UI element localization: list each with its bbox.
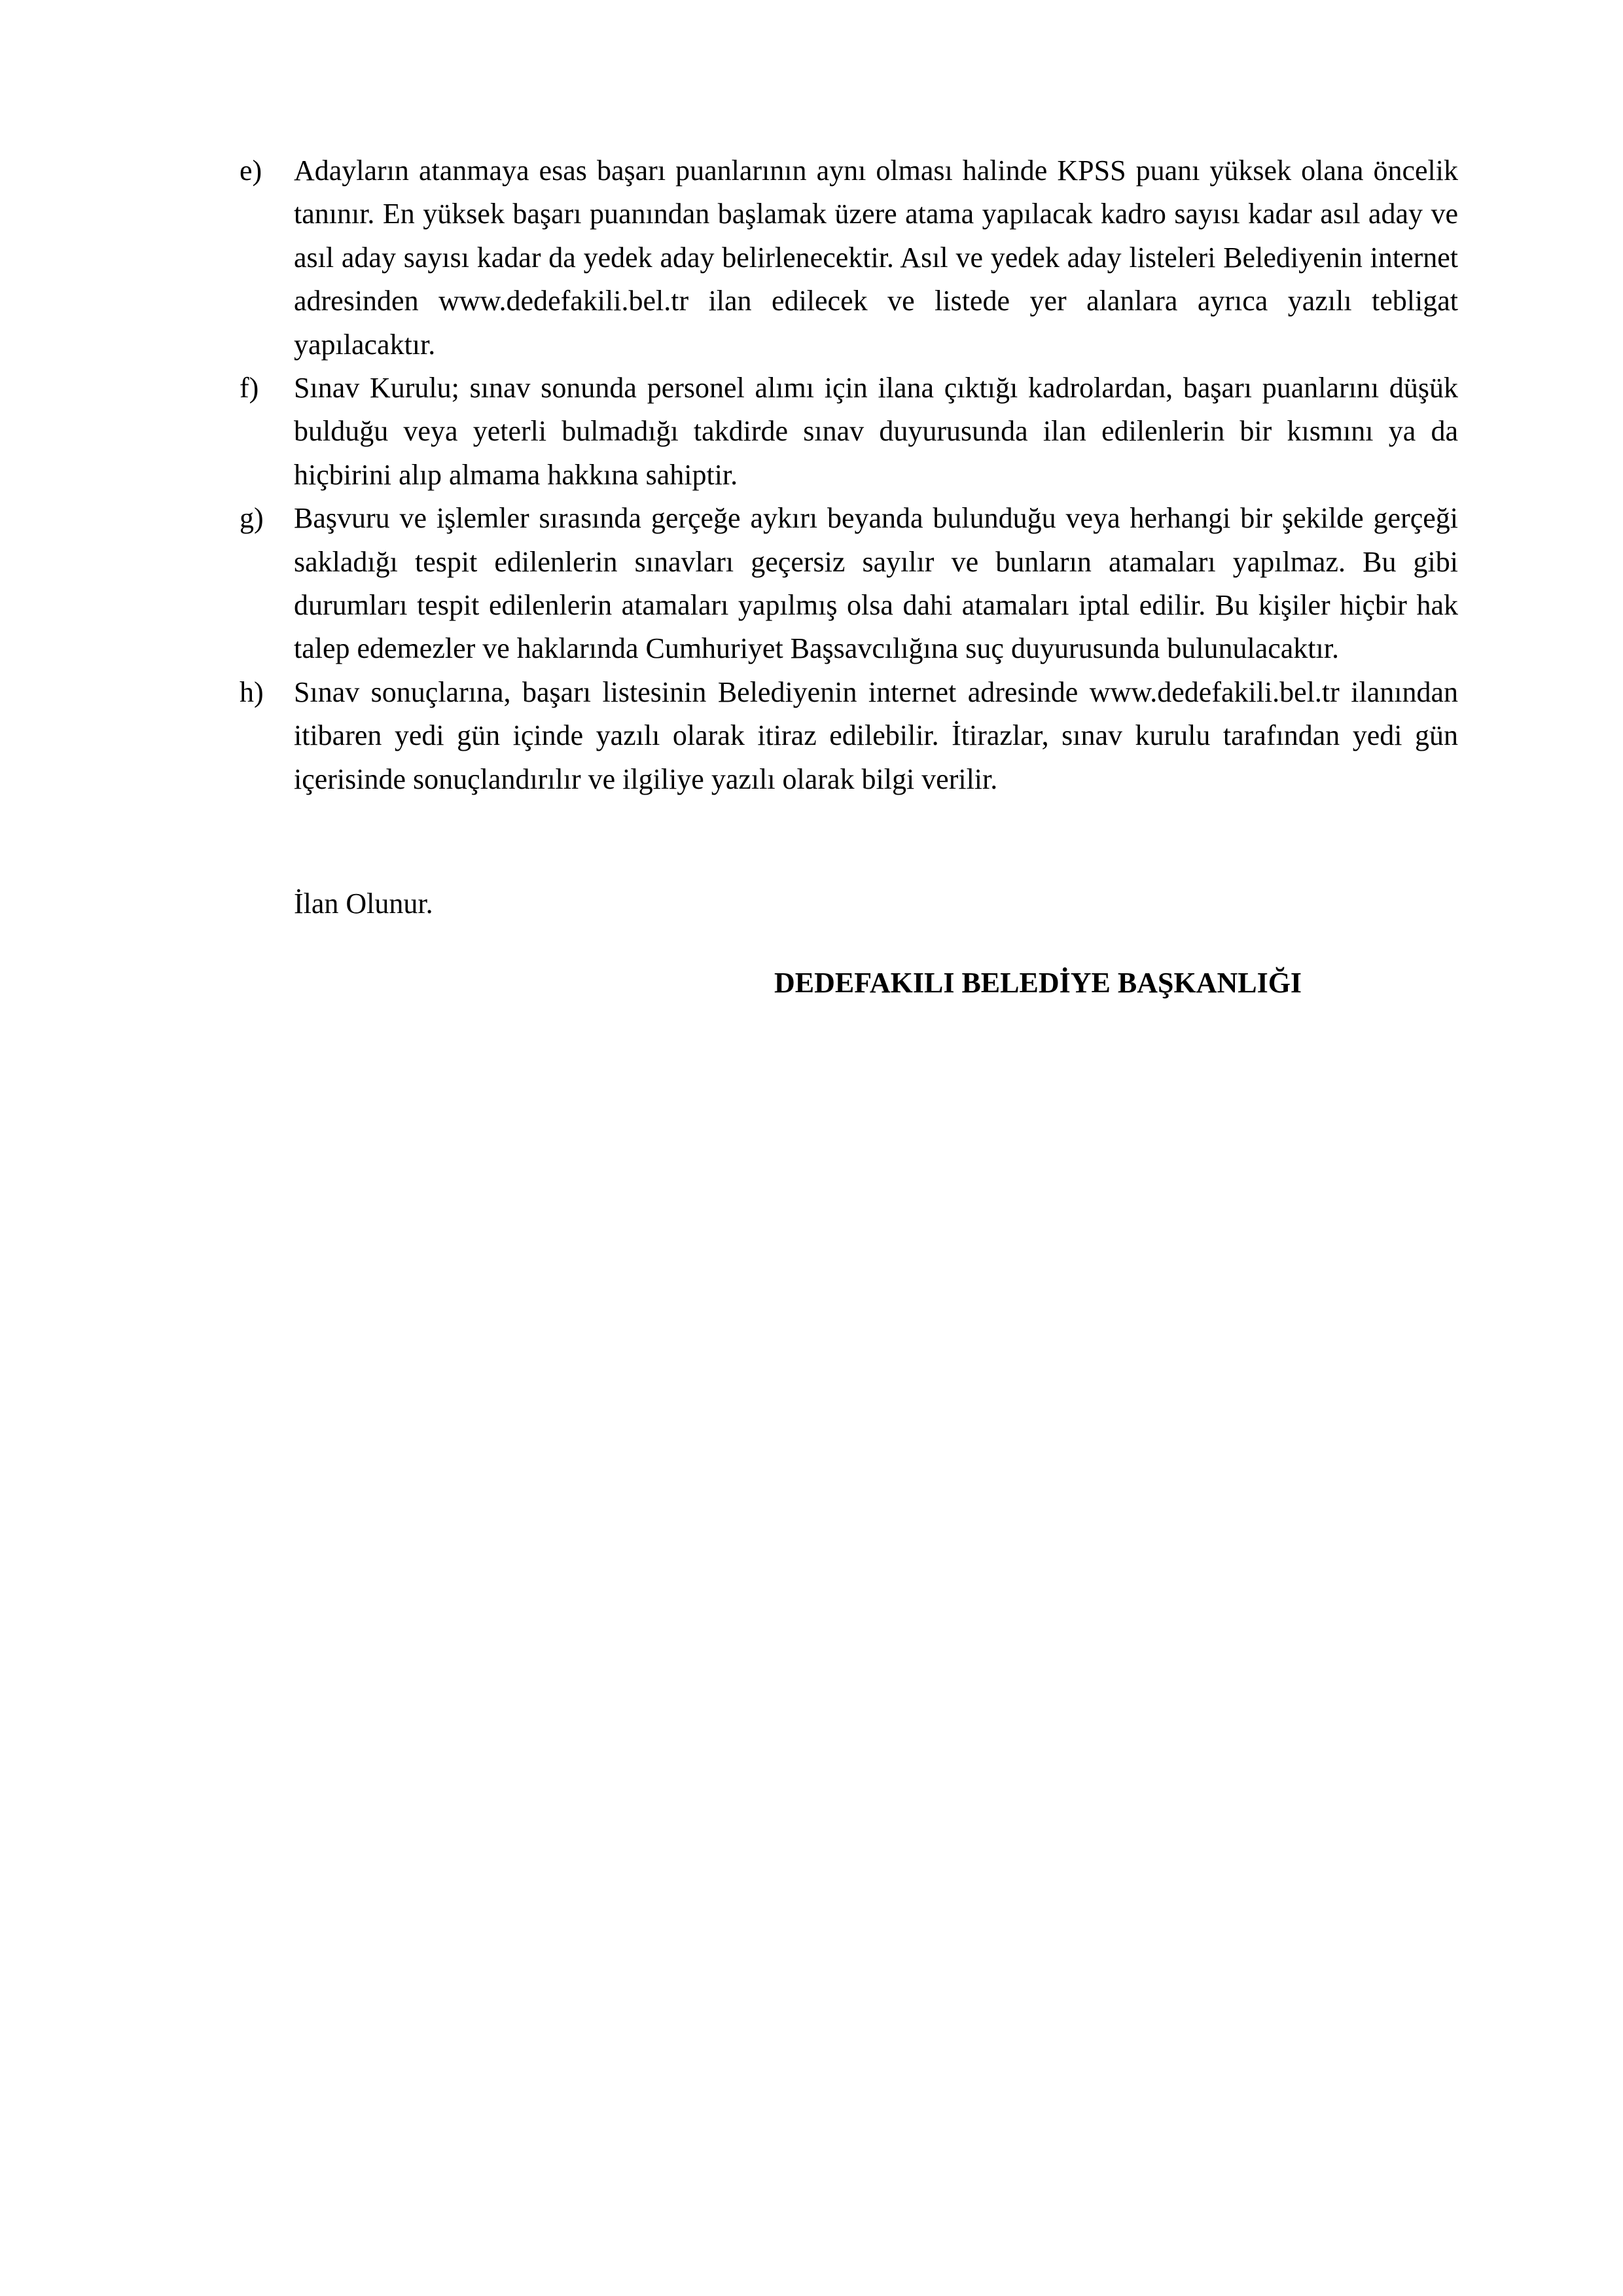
list-marker: f)	[240, 372, 259, 404]
list-item-g	[240, 497, 1458, 671]
list-item-text: Sınav Kurulu; sınav sonunda personel alımı için ilana çıktığı kadrolardan, başarı puanlarını düşük bulduğu veya yeterli bulmadığı takdirde sınav duyurusunda ilan edilenlerin bir kısmını ya da hiçbirini alıp almama hakkına sahiptir.	[294, 372, 1458, 491]
list-item-text: Adayların atanmaya esas başarı puanlarının aynı olması halinde KPSS puanı yüksek olana öncelik tanınır. En yüksek başarı puanından başlamak üzere atama yapılacak kadro sayısı kadar asıl aday ve asıl aday sayısı kadar da yedek aday belirlenecektir. Asıl ve yedek aday listeleri Belediyenin internet adresinden www.dedefakili.bel.tr ilan edilecek ve listede yer alanlara ayrıca yazılı tebligat yapılacaktır.	[294, 154, 1458, 361]
announcement-body	[240, 149, 1458, 801]
list-item-text: Sınav sonuçlarına, başarı listesinin Belediyenin internet adresinde www.dedefakili.bel.tr ilanından itibaren yedi gün içinde yazılı olarak itiraz edilebilir. İtirazlar, sınav kurulu tarafından yedi gün içerisinde sonuçlandırılır ve ilgiliye yazılı olarak bilgi verilir.	[294, 675, 1458, 795]
list-item-h	[240, 671, 1458, 801]
signature-authority: DEDEFAKILI BELEDİYE BAŞKANLIĞI	[774, 967, 1302, 999]
list-marker: e)	[240, 154, 262, 187]
closing-line: İlan Olunur.	[294, 888, 433, 920]
list-item-text: Başvuru ve işlemler sırasında gerçeğe aykırı beyanda bulunduğu veya herhangi bir şekilde gerçeği sakladığı tespit edilenlerin sınavları geçersiz sayılır ve bunların atamaları yapılmaz. Bu gibi durumları tespit edilenlerin atamaları yapılmış olsa dahi atamaları iptal edilir. Bu kişiler hiçbir hak talep edemezler ve haklarında Cumhuriyet Başsavcılığına suç duyurusunda bulunulacaktır.	[294, 502, 1458, 665]
list-marker: h)	[240, 675, 264, 708]
list-marker: g)	[240, 502, 264, 535]
list-item-e	[240, 149, 1458, 367]
list-item-f	[240, 367, 1458, 497]
